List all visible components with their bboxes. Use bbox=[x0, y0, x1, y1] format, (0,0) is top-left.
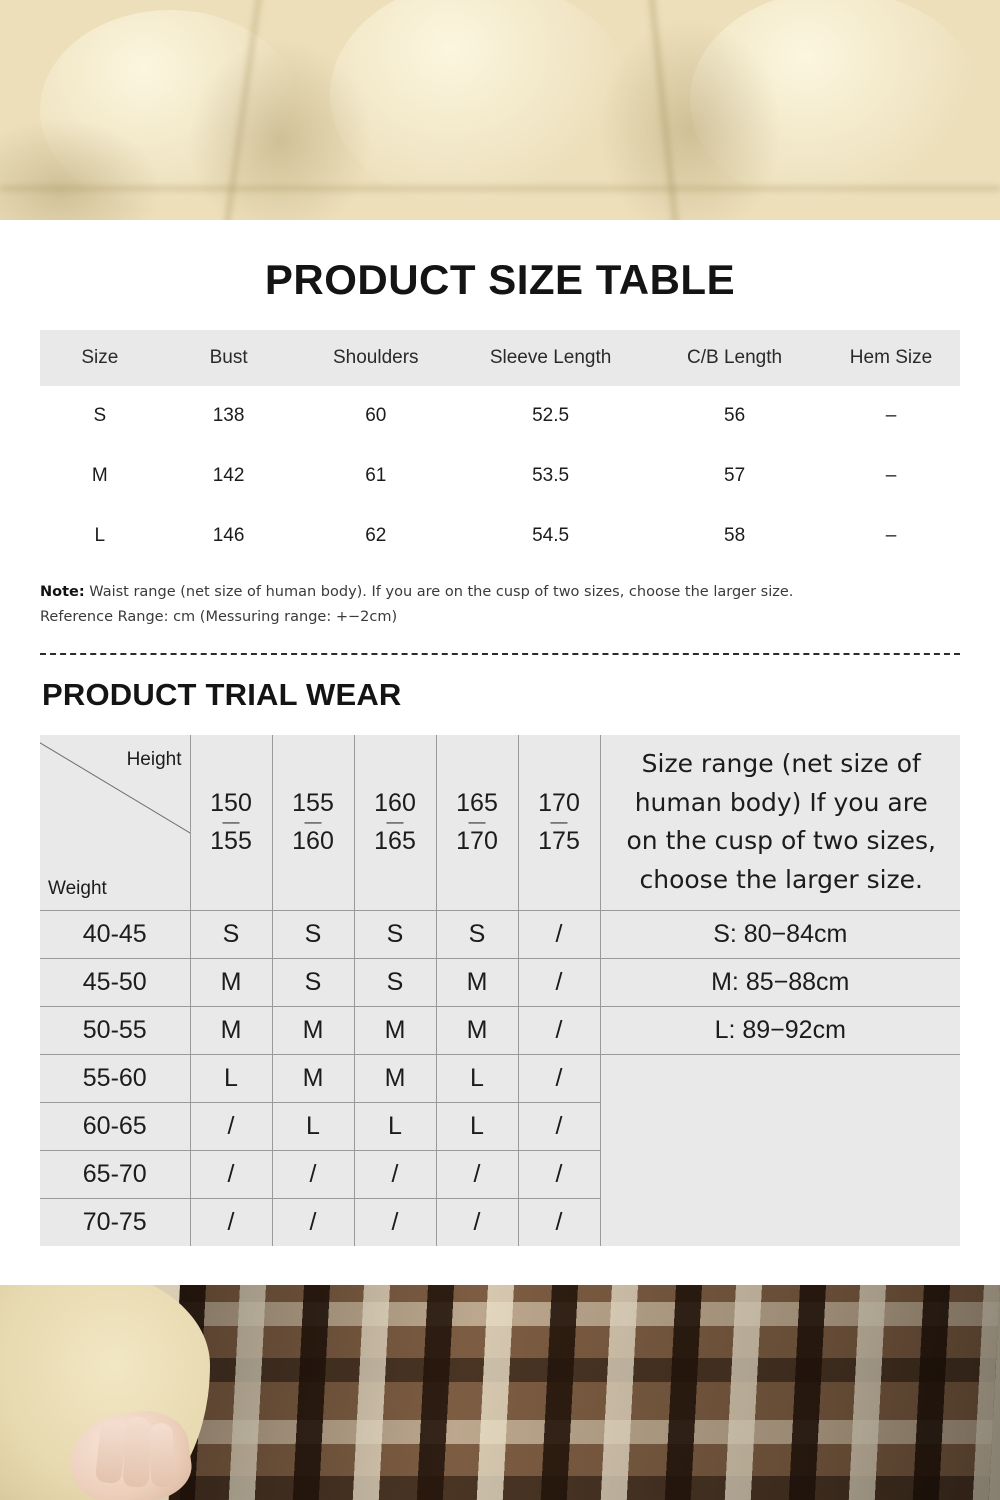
range-separator: — bbox=[550, 812, 568, 832]
column-header-sleeve-length: Sleeve Length bbox=[454, 330, 647, 386]
side-size-value-s: S: 80−84cm bbox=[600, 910, 960, 958]
height-range-top: 150 bbox=[210, 789, 252, 818]
weight-range-label: 65-70 bbox=[40, 1150, 190, 1198]
trial-cell: S bbox=[272, 958, 354, 1006]
range-separator: — bbox=[222, 812, 240, 832]
trial-cell: M bbox=[436, 1006, 518, 1054]
table-row bbox=[40, 386, 960, 446]
height-range-bottom: 175 bbox=[538, 827, 580, 856]
trial-wear-title: PRODUCT TRIAL WEAR bbox=[42, 676, 402, 712]
trial-cell: / bbox=[190, 1198, 272, 1246]
cell-shoulders: 62 bbox=[298, 506, 454, 566]
coat-seam-bottom bbox=[0, 186, 1000, 191]
height-range-bottom: 155 bbox=[210, 827, 252, 856]
weight-range-label: 50-55 bbox=[40, 1006, 190, 1054]
finger bbox=[123, 1417, 151, 1488]
cell-hem: – bbox=[822, 386, 960, 446]
table-row bbox=[40, 1006, 960, 1054]
trial-cell: / bbox=[272, 1198, 354, 1246]
trial-cell: / bbox=[436, 1198, 518, 1246]
weight-range-label: 60-65 bbox=[40, 1102, 190, 1150]
corner-height-label: Height bbox=[126, 748, 182, 770]
trial-cell: / bbox=[436, 1150, 518, 1198]
trial-cell: / bbox=[272, 1150, 354, 1198]
range-separator: — bbox=[468, 812, 486, 832]
weight-range-label: 45-50 bbox=[40, 958, 190, 1006]
cell-hem: – bbox=[822, 446, 960, 506]
trial-wear-panel bbox=[40, 735, 960, 1247]
trial-cell: S bbox=[354, 958, 436, 1006]
height-range-top: 160 bbox=[374, 789, 416, 818]
cell-sleeve: 54.5 bbox=[454, 506, 647, 566]
cell-shoulders: 60 bbox=[298, 386, 454, 446]
top-product-photo bbox=[0, 0, 1000, 220]
size-note-line bbox=[40, 580, 960, 605]
side-size-value-m: M: 85−88cm bbox=[600, 958, 960, 1006]
trial-cell: / bbox=[518, 958, 600, 1006]
table-row bbox=[40, 958, 960, 1006]
table-row bbox=[40, 1054, 960, 1102]
trial-cell: M bbox=[190, 958, 272, 1006]
height-range-165-170 bbox=[436, 735, 518, 911]
side-filler bbox=[600, 1102, 960, 1150]
note-label: Note: bbox=[40, 584, 85, 600]
cell-sleeve: 52.5 bbox=[454, 386, 647, 446]
cell-size: M bbox=[40, 446, 160, 506]
product-size-table bbox=[40, 330, 960, 566]
column-header-size: Size bbox=[40, 330, 160, 386]
table-row bbox=[40, 1102, 960, 1150]
height-range-top: 155 bbox=[292, 789, 334, 818]
bottom-product-photo bbox=[0, 1285, 1000, 1500]
size-note-block bbox=[40, 580, 960, 631]
trial-cell: M bbox=[436, 958, 518, 1006]
side-filler bbox=[600, 1150, 960, 1198]
height-range-top: 165 bbox=[456, 789, 498, 818]
trial-cell: L bbox=[272, 1102, 354, 1150]
size-table-header-row bbox=[40, 330, 960, 386]
trial-cell: / bbox=[518, 1006, 600, 1054]
cell-cb: 56 bbox=[647, 386, 822, 446]
height-range-bottom: 170 bbox=[456, 827, 498, 856]
trial-cell: / bbox=[190, 1102, 272, 1150]
trial-cell: / bbox=[518, 1198, 600, 1246]
weight-range-label: 70-75 bbox=[40, 1198, 190, 1246]
height-range-bottom: 165 bbox=[374, 827, 416, 856]
corner-axis-cell bbox=[40, 735, 190, 911]
reference-range-line: Reference Range: cm (Messuring range: +−2cm) bbox=[40, 609, 398, 626]
column-header-bust: Bust bbox=[160, 330, 298, 386]
table-row bbox=[40, 506, 960, 566]
table-row bbox=[40, 1198, 960, 1246]
trial-cell: S bbox=[436, 910, 518, 958]
trial-cell: M bbox=[190, 1006, 272, 1054]
finger bbox=[148, 1422, 175, 1487]
height-range-160-165 bbox=[354, 735, 436, 911]
side-filler bbox=[600, 1198, 960, 1246]
page-title: PRODUCT SIZE TABLE bbox=[264, 256, 736, 303]
document-content bbox=[0, 256, 1000, 1246]
height-range-155-160 bbox=[272, 735, 354, 911]
cell-hem: – bbox=[822, 506, 960, 566]
trial-cell: L bbox=[354, 1102, 436, 1150]
weight-range-label: 55-60 bbox=[40, 1054, 190, 1102]
table-row bbox=[40, 1150, 960, 1198]
trial-cell: / bbox=[190, 1150, 272, 1198]
trial-cell: / bbox=[518, 1150, 600, 1198]
trial-cell: M bbox=[354, 1006, 436, 1054]
trial-cell: / bbox=[518, 910, 600, 958]
trial-cell: L bbox=[436, 1054, 518, 1102]
height-range-150-155 bbox=[190, 735, 272, 911]
trial-cell: M bbox=[272, 1054, 354, 1102]
range-separator: — bbox=[304, 812, 322, 832]
side-size-value-l: L: 89−92cm bbox=[600, 1006, 960, 1054]
cell-cb: 58 bbox=[647, 506, 822, 566]
height-range-top: 170 bbox=[538, 789, 580, 818]
cell-sleeve: 53.5 bbox=[454, 446, 647, 506]
trial-cell: S bbox=[190, 910, 272, 958]
side-filler bbox=[600, 1054, 960, 1102]
height-range-170-175 bbox=[518, 735, 600, 911]
column-header-cb-length: C/B Length bbox=[647, 330, 822, 386]
corner-weight-label: Weight bbox=[48, 877, 107, 899]
table-row bbox=[40, 910, 960, 958]
section-divider bbox=[40, 653, 960, 655]
cell-bust: 138 bbox=[160, 386, 298, 446]
trial-cell: / bbox=[518, 1054, 600, 1102]
product-trial-wear-table bbox=[40, 735, 960, 1247]
trial-cell: / bbox=[354, 1198, 436, 1246]
cell-shoulders: 61 bbox=[298, 446, 454, 506]
trial-cell: S bbox=[354, 910, 436, 958]
height-range-bottom: 160 bbox=[292, 827, 334, 856]
trial-cell: S bbox=[272, 910, 354, 958]
plaid-shading bbox=[180, 1285, 1000, 1500]
trial-side-note: Size range (net size of human body) If you are on the cusp of two sizes, choose the larger size. bbox=[600, 735, 960, 911]
note-text: Waist range (net size of human body). If you are on the cusp of two sizes, choose the larger size. bbox=[84, 584, 794, 600]
column-header-hem-size: Hem Size bbox=[822, 330, 960, 386]
trial-cell: M bbox=[354, 1054, 436, 1102]
cell-size: S bbox=[40, 386, 160, 446]
weight-range-label: 40-45 bbox=[40, 910, 190, 958]
range-separator: — bbox=[386, 812, 404, 832]
cell-bust: 142 bbox=[160, 446, 298, 506]
cell-bust: 146 bbox=[160, 506, 298, 566]
trial-cell: L bbox=[436, 1102, 518, 1150]
trial-header-row bbox=[40, 735, 960, 911]
trial-cell: M bbox=[272, 1006, 354, 1054]
trial-cell: / bbox=[518, 1102, 600, 1150]
trial-cell: L bbox=[190, 1054, 272, 1102]
table-row bbox=[40, 446, 960, 506]
column-header-shoulders: Shoulders bbox=[298, 330, 454, 386]
cell-size: L bbox=[40, 506, 160, 566]
trial-cell: / bbox=[354, 1150, 436, 1198]
cell-cb: 57 bbox=[647, 446, 822, 506]
